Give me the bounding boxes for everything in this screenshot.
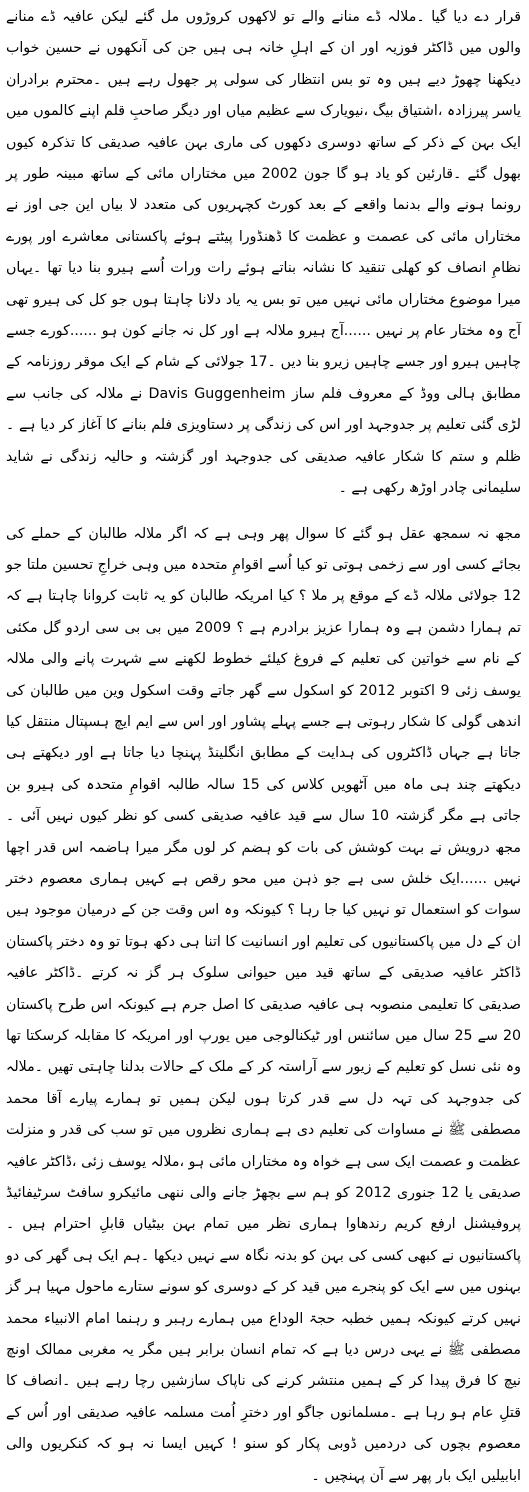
article-paragraph: مجھ نہ سمجھ عقل ہو گئے کا سوال پھر وہی ہے کہ اگر ملالہ طالبان کے حملے کی بجائے کسی اور سے زخمی ہوتی تو کیا اُسے اقوامِ متحدہ میں وہی خراجِ تحسین ملتا جو 12 جولائی ملالہ ڈے کے موقع پر ملا ؟ کیا امریکہ طالبان کو یہ ثابت کروانا چاہتا ہے کہ تم ہمارا دشمن ہے وہ ہمارا عزیز برادرم ہے ؟ 2009 میں بی بی سی اردو گل مکئی کے نام سے خواتین کی تعلیم کے فروغ کیلئے خطوط لکھنے سے شہرت پانے والی ملالہ یوسف زئی 9 اکتوبر 2012 کو اسکول سے گھر جاتے وقت اسکول وین میں طالبان کی اندھی گولی کا شکار رہوتی ہے جسے پہلے پشاور اور اس سے ایم ایچ ہسپتال منتقل کیا جاتا ہے جہاں ڈاکٹروں کی ہدایت کے مطابق انگلینڈ پہنچا دیا جاتا ہے اور دیکھتے ہی دیکھتے چند ہی ماہ میں آٹھویں کلاس کی 15 سالہ طالبہ اقوامِ متحدہ کی ہیرو بن جاتی ہے مگر گزشتہ 10 سال سے قید عافیہ صدیقی کسی کو نظر کیوں نہیں آئی ۔مجھ درویش نے بہت کوشش کی بات کو ہضم کر لوں مگر میرا ہاضمہ اس قدر اچھا نہیں ......ایک خلش سی ہے جو ذہن میں محو رقص ہے کہیں ہماری معصوم دختر سوات کو استعمال تو نہیں کیا جا رہا ؟ کیونکہ وہ اس وقت جن کے درمیان موجود ہیں ان کے دل میں پاکستانیوں کی تعلیم اور انسانیت کا اتنا ہی دکھ ہوتا تو وہ دختر پاکستان ڈاکٹر عافیہ صدیقی کے ساتھ قید میں حیوانی سلوک ہر گز نہ کرتے ۔ڈاکٹر عافیہ صدیقی کا تعلیمی منصوبہ ہی عافیہ صدیقی کا اصل جرم ہے کیونکہ اس طرح پاکستان 20 سے 25 سال میں سائنس اور ٹیکنالوجی میں یورپ اور امریکہ کا مقابلہ کرسکتا تھا وہ نئی نسل کو تعلیم کے زیور سے آراستہ کر کے ملک کے حالات بدلنا چاہتی تھیں ۔ملالہ کی جدوجہد کی تہہ دل سے قدر کرتا ہوں لیکن ہمیں تو ہمارے پیارے آقا محمد مصطفی ﷺ نے مساوات کی تعلیم دی ہے ہماری نظروں میں تو سب کی قدر و منزلت عظمت و عصمت ایک سی ہے خواہ وہ مختاراں مائی ہو ،ملالہ یوسف زئی ،ڈاکٹر عافیہ صدیقی یا 12 جنوری 2012 کو ہم سے بچھڑ جانے والی ننھی مائیکرو سافٹ سرٹیفائیڈ پروفیشنل ارفع کریم رندھاوا ہماری نظر میں تمام بہن بیٹیاں قابلِ احترام ہیں ۔پاکستانیوں نے کبھی کسی کی بہن کو بدنہ نگاہ سے نہیں دیکھا ۔ہم ایک ہی گھر کی دو بہنوں میں سے ایک کو پنجرے میں قید کر کے دوسری کو سونے ستارے ماحول مہیا ہر گز نہیں کرتے کیونکہ ہمیں خطبہ حجۃ الوداع میں ہمارے رہبر و رہنما امام الانبیاء محمد مصطفی ﷺ نے یہی درس دیا ہے کہ تمام انسان برابر ہیں مگر یہ مغربی ممالک اونچ نیچ کا فرق پیدا کر کے ہمیں منتشر کرنے کی ناپاک سازشیں رچا رہے ہیں ۔انصاف کا قتلِ عام ہو رہا ہے ۔مسلمانوں جاگو اور دخترِ اُمت مسلمہ عافیہ صدیقی اور اُس کے معصوم بچوں کی دردمیں ڈوبی پکار کو سنو ! کہیں ایسا نہ ہو کہ کنکریوں والی ابابیلیں ایک بار پھر سے آن پہنچیں ۔ <box>6 519 521 1492</box>
article-paragraph: قرار دے دیا گیا ۔ملالہ ڈے منانے والے تو لاکھوں کروڑوں مل گئے لیکن عافیہ ڈے منانے والوں میں ڈاکٹر فوزیہ اور ان کے اہلِ خانہ ہی ہیں جن کی آنکھوں نے حسین خواب دیکھنا چھوڑ دیے ہیں وہ تو بس انتظار کی سولی پر جھول رہے ہیں ۔محترم برادران یاسر پیرزادہ ،اشتیاق بیگ ،نیویارک سے عظیم میاں اور دیگر صاحبِ قلم اپنے کالموں میں ایک بہن کے ذکر کے ساتھ دوسری دکھوں کی ماری بہن عافیہ صدیقی کا تذکرہ کیوں بھول گئے ۔قارئین کو یاد ہو گا جون 2002 میں مختاراں مائی کے ساتھ مبینہ طور پر رونما ہونے والے بدنما واقعے کے بعد کورٹ کچہریوں کی متعدد لا بیاں این جی اوز نے مختاراں مائی کی عصمت و عظمت کا ڈھنڈورا پیٹتے ہوئے پاکستانی معاشرے اور پورے نظامِ انصاف کو کھلی تنقید کا نشانہ بناتے ہوئے رات ورات اُسے ہیرو بنا دیا تھا ۔یہاں میرا موضوع مختاراں مائی نہیں میں تو بس یہ یاد دلانا چاہتا ہوں جو کل کی ہیرو تھی آج وہ مختار عام پر نہیں ......آج ہیرو ملالہ ہے اور کل نہ جانے کون ہو ......کورے جسے چاہیں ہیرو اور جسے چاہیں زیرو بنا دیں ۔17 جولائی کے شام کے ایک موقر روزنامہ کے مطابق ہالی ووڈ کے معروف فلم ساز Davis Guggenheim نے ملالہ کی جانب سے لڑی گئی تعلیم پر جدوجہد اور اس کی زندگی پر دستاویزی فلم بنانے کا آغاز کر دیا ہے ۔ظلم و ستم کا شکار عافیہ صدیقی کی جدوجہد اور گزشتہ و حالیہ زندگی نے شاید سلیمانی چادر اوڑھ رکھی ہے ۔ <box>6 2 521 505</box>
